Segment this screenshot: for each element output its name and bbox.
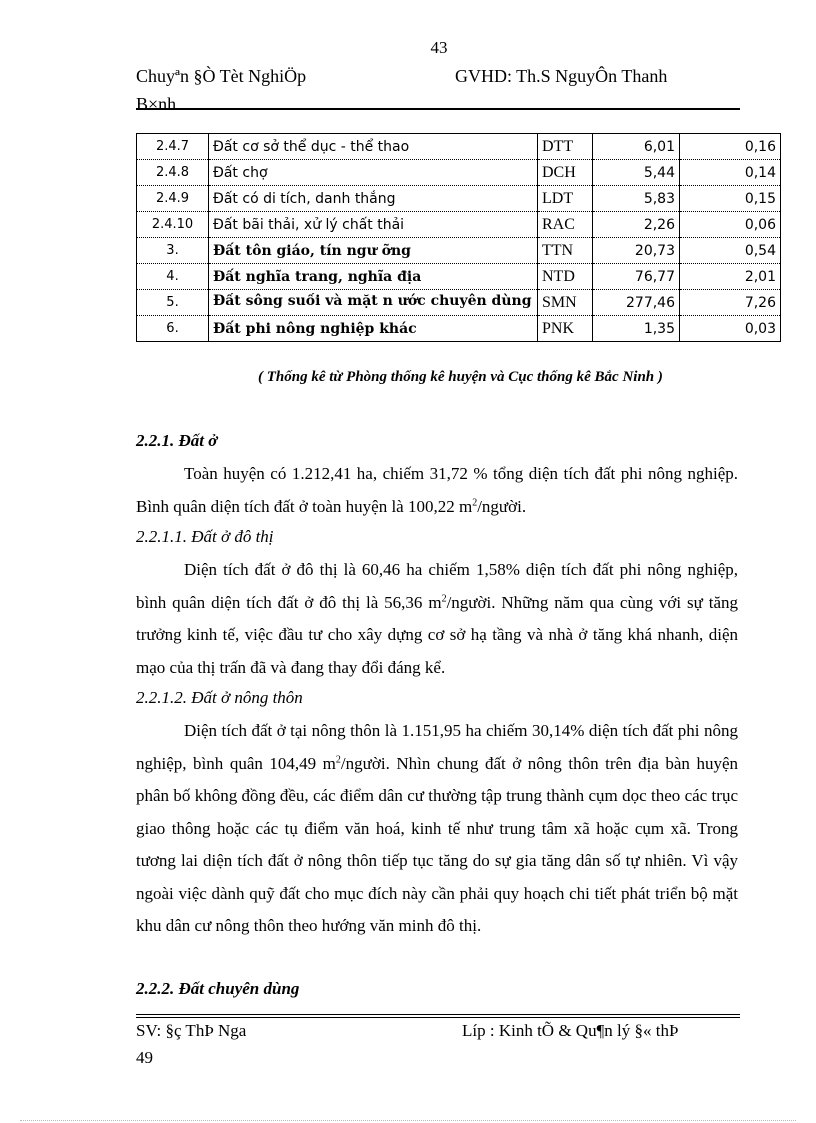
row-code: 2.4.7 <box>155 139 190 154</box>
table-row <box>137 212 781 238</box>
superscript: 2 <box>441 592 447 604</box>
row-code: 3. <box>166 243 179 258</box>
section-heading-2-2-1: 2.2.1. Đất ở <box>136 431 218 450</box>
page-edge <box>20 1120 796 1121</box>
footer-left <box>136 1017 246 1071</box>
superscript: 2 <box>335 753 341 765</box>
row-area: 5,83 <box>643 190 675 207</box>
row-area: 6,01 <box>643 138 675 155</box>
row-symbol: DCH <box>542 163 576 181</box>
row-symbol: PNK <box>542 319 575 337</box>
row-symbol: TTN <box>542 241 574 259</box>
row-area: 20,73 <box>634 242 675 259</box>
paragraph-text: Toàn huyện có 1.212,41 ha, chiếm 31,72 % tổng diện tích đất phi nông nghiệp. Bình quân diện tích đất ở toàn huyện là 100,22 m <box>136 464 738 516</box>
table-row <box>137 290 781 316</box>
row-name: Đất chợ <box>213 164 268 181</box>
row-area: 2,26 <box>643 216 675 233</box>
table-row <box>137 134 781 160</box>
paragraph-text: /người. Nhìn chung đất ở nông thôn trên địa bàn huyện phân bố không đồng đều, các điểm dân cư thường tập trung thành cụm dọc theo các trục giao thông hoặc các tụ điểm văn hoá, kinh tế như trung tâm xã hoặc cụm xã. Trong tương lai diện tích đất ở nông thôn tiếp tục tăng do sự gia tăng dân số tự nhiên. Vì vậy ngoài việc dành quỹ đất cho mục đích này cần phải quy hoạch chi tiết phát triển bộ mặt khu dân cư nông thôn theo hướng văn minh đô thị. <box>136 753 739 935</box>
row-name: Đất bãi thải, xử lý chất thải <box>213 216 405 233</box>
paragraph-text: /người. <box>477 496 527 516</box>
header-title-continued: B×nh <box>136 94 177 114</box>
row-area: 5,44 <box>643 164 675 181</box>
row-code: 2.4.10 <box>151 217 194 232</box>
row-code: 5. <box>166 295 179 310</box>
page-number: 43 <box>430 38 448 57</box>
row-area: 1,35 <box>643 320 675 337</box>
superscript: 2 <box>472 496 478 508</box>
header-title: Chuyªn §Ò Tèt NghiÖp <box>136 66 307 86</box>
row-code: 4. <box>166 269 179 284</box>
row-name: Đất sông suối và mặt n ước chuyên dùng <box>213 292 532 309</box>
paragraph-text: Diện tích đất ở tại nông thôn là 1.151,95 ha chiếm 30,14% diện tích đất phi nông nghiệp, bình quân 104,49 m <box>136 721 738 773</box>
row-percent: 0,14 <box>744 164 776 181</box>
table-row <box>137 238 781 264</box>
row-name: Đất có di tích, danh thắng <box>213 190 396 207</box>
row-percent: 0,16 <box>744 138 776 155</box>
row-code: 2.4.9 <box>155 191 190 206</box>
row-name: Đất tôn giáo, tín ngư ỡng <box>213 242 411 259</box>
row-area: 76,77 <box>634 268 675 285</box>
row-symbol: RAC <box>542 215 575 233</box>
footer-divider <box>136 1014 740 1015</box>
table-row <box>137 186 781 212</box>
paragraph-urban-land <box>136 554 738 684</box>
row-percent: 0,03 <box>744 320 776 337</box>
header-divider <box>136 108 740 110</box>
row-code: 2.4.8 <box>155 165 190 180</box>
section-heading-2-2-2: 2.2.2. Đất chuyên dùng <box>136 979 300 998</box>
footer-page-number: 49 <box>136 1048 153 1067</box>
row-percent: 0,54 <box>744 242 776 259</box>
row-percent: 0,06 <box>744 216 776 233</box>
row-percent: 2,01 <box>744 268 776 285</box>
row-name: Đất nghĩa trang, nghĩa địa <box>213 268 422 285</box>
row-percent: 0,15 <box>744 190 776 207</box>
header-advisor: GVHD: Th.S NguyÔn Thanh <box>455 66 668 86</box>
table-row <box>137 160 781 186</box>
row-symbol: SMN <box>542 293 577 311</box>
paragraph-residential-land <box>136 458 738 523</box>
row-percent: 7,26 <box>744 294 776 311</box>
land-use-table <box>136 133 781 342</box>
row-name: Đất phi nông nghiệp khác <box>213 320 417 337</box>
footer-class: Líp : Kinh tÕ & Qu¶n lý §« thÞ <box>462 1021 679 1040</box>
paragraph-rural-land <box>136 715 738 943</box>
row-name: Đất cơ sở thể dục - thể thao <box>213 138 410 155</box>
row-symbol: NTD <box>542 267 575 285</box>
section-heading-2-2-1-1: 2.2.1.1. Đất ở đô thị <box>136 527 274 546</box>
paragraph-text: /người. Những năm qua cùng với sự tăng trưởng kinh tế, việc đầu tư cho xây dựng cơ sở hạ tầng và nhà ở tăng khá nhanh, diện mạo của thị trấn đã và đang thay đổi đáng kể. <box>136 592 739 677</box>
row-code: 6. <box>166 321 179 336</box>
table-row <box>137 316 781 342</box>
paragraph-text: Diện tích đất ở đô thị là 60,46 ha chiếm 1,58% diện tích đất phi nông nghiệp, bình quân diện tích đất ở đô thị là 56,36 m <box>136 560 738 612</box>
row-area: 277,46 <box>626 294 675 311</box>
row-symbol: DTT <box>542 137 574 155</box>
row-symbol: LDT <box>542 189 574 207</box>
footer-student: SV: §ç ThÞ Nga <box>136 1021 247 1040</box>
section-heading-2-2-1-2: 2.2.1.2. Đất ở nông thôn <box>136 688 303 707</box>
source-note: ( Thống kê từ Phòng thống kê huyện và Cục thống kê Bắc Ninh ) <box>258 369 663 385</box>
table-row <box>137 264 781 290</box>
